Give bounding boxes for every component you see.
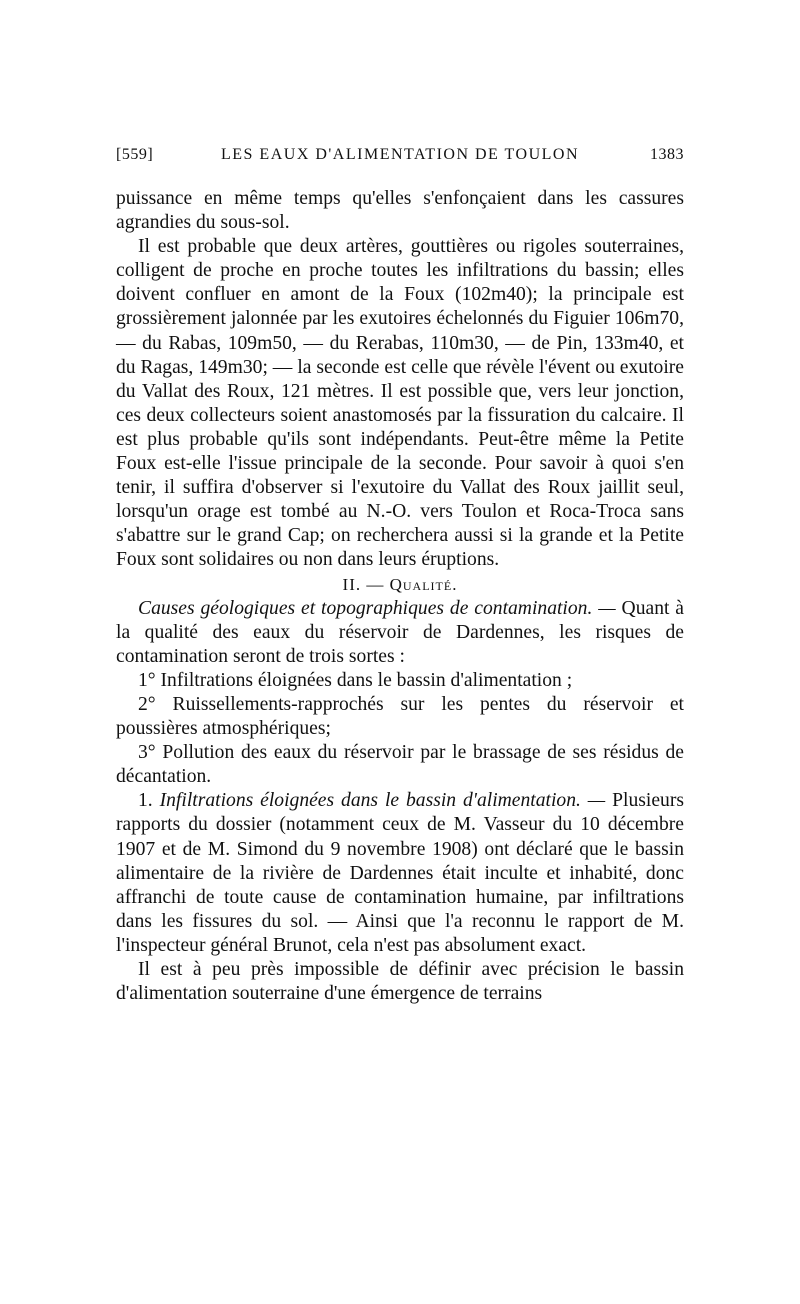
causes-heading: Causes géologiques et topographiques de contamination. — xyxy=(138,597,616,619)
infiltrations-heading: Infiltrations éloignées dans le bassin d'alimentation. — xyxy=(159,790,606,812)
page-number: 1383 xyxy=(650,146,684,163)
section-number: II. — xyxy=(342,574,385,594)
causes-text: Quant à la qualité des eaux du réservoir de Dardennes, les risques de contamination seront de trois sortes : xyxy=(116,597,684,667)
section-title: Qualité. xyxy=(389,574,458,594)
infiltrations-number: 1. xyxy=(138,790,153,812)
list-item: 3° Pollution des eaux du réservoir par le brassage de ses résidus de décantation. xyxy=(116,742,684,788)
paragraph-last: Il est à peu près impossible de définir avec précision le bassin d'alimentation souterraine d'une émergence de terrains xyxy=(116,959,684,1005)
paragraph-infiltrations xyxy=(116,789,684,958)
paragraph-arteres: Il est probable que deux artères, gouttières ou rigoles souterraines, colligent de proche en proche toutes les infiltrations du bassin; elles doivent confluer en amont de la Foux (102m40); la principale est grossièrement jalonnée par les exutoires échelonnés du Figuier 106m70, — du Rabas, 109m50, — du Rerabas, 110m30, — de Pin, 133m40, et du Ragas, 149m30; — la seconde est celle que révèle l'évent ou exutoire du Vallat des Roux, 121 mètres. Il est possible que, vers leur jonction, ces deux collecteurs soient anastomosés par la fissuration du calcaire. Il est plus probable qu'ils sont indépendants. Peut-être même la Petite Foux est-elle l'issue principale de la seconde. Pour savoir à quoi s'en tenir, il suffira d'observer si l'exutoire du Vallat des Roux jaillit seul, lorsqu'un orage est tombé au N.-O. vers Toulon et Roca-Troca sans s'abattre sur le grand Cap; on recherchera aussi si la grande et la Petite Foux sont solidaires ou non dans leurs éruptions. xyxy=(116,236,684,571)
page-ref: [559] xyxy=(116,146,154,163)
paragraph-causes xyxy=(116,597,684,669)
list-item: 2° Ruissellements-rapprochés sur les pentes du réservoir et poussières atmosphériques; xyxy=(116,693,684,740)
page-body xyxy=(116,187,684,1006)
running-header xyxy=(116,146,684,170)
section-heading xyxy=(116,573,684,597)
infiltrations-text: Plusieurs rapports du dossier (notamment ceux de M. Vasseur du 10 décembre 1907 et de M. Simond du 9 novembre 1908) ont déclaré que le bassin alimentaire de la rivière de Dardennes était inculte et inhabité, donc affranchi de toute cause de contamination humaine, par infiltrations dans les fissures du sol. — Ainsi que l'a reconnu le rapport de M. l'inspecteur général Brunot, cela n'est pas absolument exact. xyxy=(116,790,684,956)
running-title: LES EAUX D'ALIMENTATION DE TOULON xyxy=(220,146,580,163)
paragraph-continuation: puissance en même temps qu'elles s'enfonçaient dans les cassures agrandies du sous-sol. xyxy=(116,188,684,234)
list-item: 1° Infiltrations éloignées dans le bassin d'alimentation ; xyxy=(138,669,573,691)
